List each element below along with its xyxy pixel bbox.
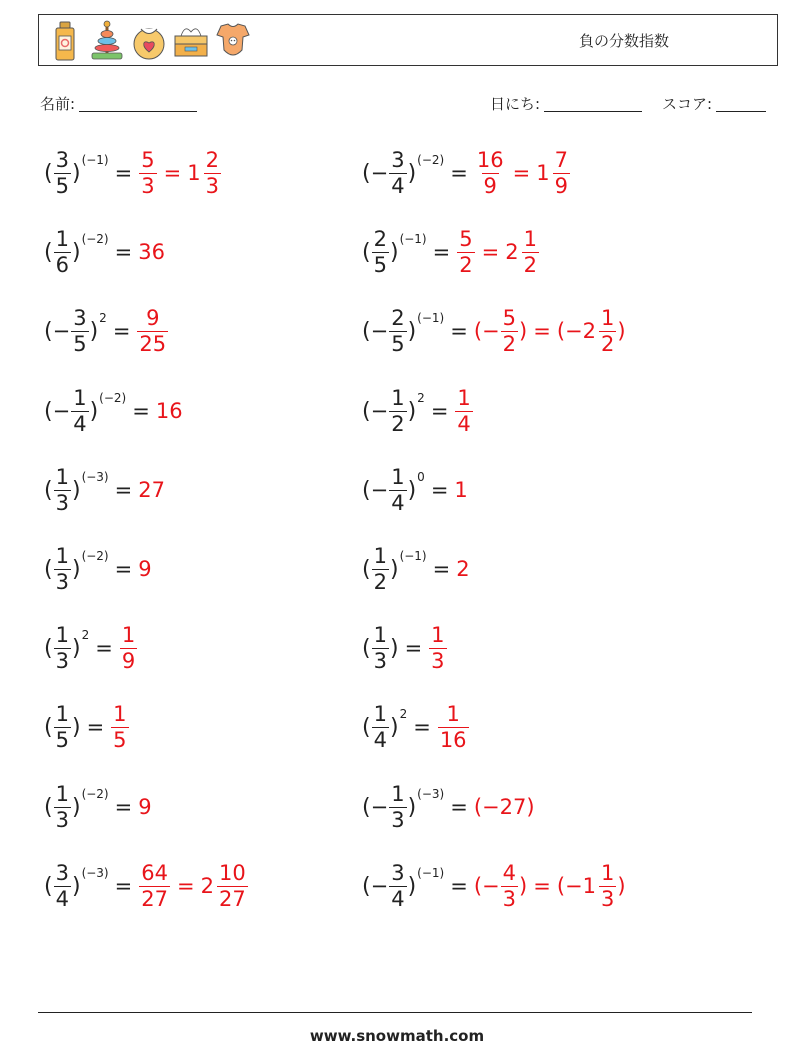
answer-fraction-numerator: 4 [502,860,517,885]
exponent: (−1) [417,866,445,880]
mixed-whole: 1 [536,161,550,185]
minus-sign: − [370,478,389,502]
answer-value: 9 [138,557,152,581]
answer-value: 2 [456,557,470,581]
answer-equals: = [512,161,531,185]
answer [456,557,469,581]
answer-value: (−27) [473,795,535,819]
minus-sign: − [370,161,389,185]
problem-7 [44,381,183,441]
base-fraction [389,147,406,198]
mixed-open-paren: (− [556,874,583,898]
close-paren: ) [407,398,417,424]
answer-fraction [457,226,474,277]
mixed-whole: 2 [200,874,214,898]
base-fraction-denominator: 4 [373,727,387,752]
open-paren: ( [44,635,53,661]
base-fraction [54,781,71,832]
answer-fraction-numerator: 5 [459,226,473,251]
open-paren: ( [44,398,53,424]
base-fraction-numerator: 1 [55,622,69,647]
baby-bib-icon [131,20,167,62]
mixed-whole: 2 [582,319,596,343]
base-fraction-denominator: 3 [55,807,69,832]
mixed-fraction-numerator: 1 [523,226,537,251]
mixed-fraction-denominator: 2 [601,331,615,356]
exponent: (−2) [81,549,109,563]
mixed-whole: 2 [505,240,519,264]
close-paren: ) [71,794,81,820]
problem-3 [44,222,165,282]
base-fraction-numerator: 1 [55,701,69,726]
answer-fraction-denominator: 3 [141,173,155,198]
answer-value: 27 [138,478,165,502]
answer-fraction-denominator: 2 [459,252,473,277]
open-paren: ( [362,794,371,820]
equals-sign: = [450,874,468,898]
base-fraction [54,147,71,198]
exponent: 2 [417,391,425,405]
equals-sign: = [450,161,468,185]
base-fraction [389,305,406,356]
open-paren: ( [362,714,371,740]
base-fraction-denominator: 3 [55,569,69,594]
base-fraction [372,226,389,277]
exponent: (−3) [81,470,109,484]
mixed-fraction-denominator: 27 [218,886,246,911]
base-fraction-numerator: 1 [373,701,387,726]
exponent: 2 [399,707,408,721]
base-fraction [54,860,71,911]
problem-15 [44,697,130,757]
exponent: (−3) [417,787,445,801]
close-paren: ) [407,160,417,186]
footer-site: www.snowmath.com [309,1027,485,1045]
minus-sign: − [52,399,71,423]
answer [119,622,138,673]
equals-sign: = [114,874,133,898]
answer-fraction-numerator: 1 [113,701,127,726]
minus-sign: − [370,874,389,898]
answer-fraction [455,385,472,436]
close-paren: ) [407,477,417,503]
open-paren: ( [362,239,371,265]
base-fraction [389,464,406,515]
base-fraction-denominator: 4 [73,411,87,436]
open-paren: ( [362,635,371,661]
answer-fraction-numerator: 9 [146,305,160,330]
base-fraction-numerator: 1 [391,464,405,489]
problem-16 [362,697,470,757]
exponent: (−2) [417,153,445,167]
open-paren: ( [362,873,371,899]
equals-sign: = [114,161,133,185]
answer-fraction-denominator: 3 [431,648,445,673]
base-fraction [54,543,71,594]
open-paren: ( [44,794,53,820]
base-fraction-denominator: 5 [55,173,69,198]
name-label: 名前: [40,95,76,113]
base-fraction [71,305,88,356]
answer [156,399,183,423]
close-paren: ) [389,714,399,740]
answer-fraction-numerator: 16 [476,147,504,172]
equals-sign: = [86,715,105,739]
equals-sign: = [404,636,423,660]
close-paren: ) [71,635,81,661]
minus-sign: − [370,399,389,423]
open-paren: ( [362,160,371,186]
base-fraction-numerator: 1 [73,385,87,410]
answer [138,860,248,911]
score-blank[interactable] [716,95,766,112]
minus-sign: − [370,319,389,343]
base-fraction-numerator: 3 [391,860,405,885]
answer-equals: = [481,240,500,264]
answer-close-paren: ) [519,319,528,343]
base-fraction [71,385,88,436]
answer-fraction [137,305,168,356]
answer-fraction [139,860,170,911]
open-paren: ( [44,318,53,344]
mixed-fraction-numerator: 2 [205,147,219,172]
problem-12 [362,539,470,599]
answer-fraction-denominator: 25 [139,331,167,356]
base-fraction-numerator: 1 [391,781,405,806]
answer-fraction-denominator: 9 [121,648,136,673]
answer-fraction [438,701,469,752]
base-fraction-numerator: 3 [391,147,405,172]
base-fraction-denominator: 5 [391,331,405,356]
answer-fraction-numerator: 5 [141,147,155,172]
base-fraction [54,701,71,752]
mixed-close-paren: ) [617,319,626,343]
mixed-fraction [553,147,570,198]
answer [437,701,470,752]
exponent: (−2) [81,787,109,801]
mixed-fraction-denominator: 2 [523,252,537,277]
close-paren: ) [389,239,399,265]
answer [138,557,151,581]
answer-fraction [475,147,506,198]
exponent: (−1) [417,311,445,325]
close-paren: ) [71,239,81,265]
open-paren: ( [362,477,371,503]
equals-sign: = [432,557,451,581]
close-paren: ) [407,318,417,344]
problem-18 [362,777,535,837]
mixed-close-paren: ) [617,874,626,898]
worksheet-title: 負の分数指数 [579,32,670,50]
mixed-fraction [599,860,616,911]
close-paren: ) [389,556,399,582]
exponent: (−3) [81,866,109,880]
tissue-box-icon [173,20,209,62]
base-fraction [372,622,389,673]
problem-5 [44,301,169,361]
problem-19 [44,856,249,916]
answer-fraction-numerator: 64 [141,860,168,885]
equals-sign: = [114,478,133,502]
base-fraction-numerator: 1 [55,781,69,806]
close-paren: ) [407,794,417,820]
equals-sign: = [114,557,133,581]
equals-sign: = [430,478,449,502]
base-fraction-numerator: 1 [55,464,69,489]
mixed-fraction [204,147,221,198]
equals-sign: = [95,636,113,660]
answer-fraction-numerator: 1 [121,622,136,647]
open-paren: ( [44,239,53,265]
date-label: 日にち: [490,95,541,113]
mixed-fraction [599,305,616,356]
close-paren: ) [389,635,399,661]
problem-14 [362,618,448,678]
base-fraction-numerator: 2 [373,226,387,251]
exponent: (−1) [399,549,427,563]
answer-value: 36 [138,240,165,264]
answer-fraction [139,147,156,198]
answer [428,622,447,673]
answer [110,701,129,752]
answer-fraction-numerator: 1 [431,622,445,647]
base-fraction-denominator: 3 [55,648,69,673]
answer-fraction-denominator: 3 [502,886,517,911]
mixed-fraction-numerator: 10 [218,860,246,885]
stacking-rings-toy-icon [89,20,125,62]
exponent: (−2) [81,232,109,246]
date-field [490,93,642,114]
base-fraction-denominator: 6 [55,252,69,277]
answer-close-paren: ) [519,874,528,898]
answer-equals: = [533,319,551,343]
problem-13 [44,618,138,678]
equals-sign: = [132,399,150,423]
base-fraction-numerator: 2 [391,305,405,330]
base-fraction [389,385,406,436]
equals-sign: = [114,795,133,819]
problem-20 [362,856,626,916]
problem-1 [44,143,222,203]
answer-fraction-numerator: 1 [446,701,460,726]
exponent: (−1) [81,153,109,167]
problem-2 [362,143,571,203]
base-fraction-denominator: 5 [73,331,87,356]
minus-sign: − [370,795,389,819]
close-paren: ) [407,873,417,899]
base-fraction-denominator: 2 [391,411,405,436]
base-fraction [389,860,406,911]
equals-sign: = [432,240,451,264]
open-paren: ( [44,160,53,186]
base-fraction-denominator: 4 [391,173,405,198]
score-field [662,93,766,114]
problem-11 [44,539,152,599]
answer-equals: = [163,161,182,185]
base-fraction-numerator: 3 [55,147,69,172]
answer-equals: = [533,874,551,898]
answer-equals: = [176,874,195,898]
answer [454,385,473,436]
answer [456,226,540,277]
equals-sign: = [430,399,449,423]
exponent: 2 [99,311,107,325]
answer [474,147,571,198]
answer-fraction [501,860,518,911]
base-fraction [54,464,71,515]
name-field [40,93,197,114]
answer-fraction-denominator: 4 [457,411,471,436]
answer-fraction-denominator: 9 [483,173,497,198]
close-paren: ) [71,160,81,186]
base-fraction-numerator: 3 [55,860,69,885]
lotion-bottle-icon [47,20,83,62]
base-fraction-numerator: 1 [373,622,387,647]
answer-open-paren: (− [473,874,500,898]
answer [138,147,222,198]
equals-sign: = [112,319,131,343]
answer-value: 9 [138,795,152,819]
exponent: 0 [417,470,425,484]
base-fraction-denominator: 3 [373,648,387,673]
equals-sign: = [413,715,431,739]
open-paren: ( [362,398,371,424]
footer-divider [38,1012,752,1013]
base-fraction-denominator: 3 [391,807,405,832]
base-fraction-denominator: 4 [55,886,69,911]
problem-4 [362,222,540,282]
base-fraction [389,781,406,832]
answer [138,795,151,819]
base-fraction [372,543,389,594]
answer-fraction [429,622,446,673]
close-paren: ) [89,318,99,344]
answer [138,240,165,264]
answer-fraction-denominator: 5 [113,727,127,752]
mixed-fraction [522,226,539,277]
base-fraction-numerator: 3 [73,305,87,330]
open-paren: ( [362,556,371,582]
base-fraction [372,701,389,752]
answer-value: 16 [155,399,183,423]
close-paren: ) [71,556,81,582]
base-fraction-numerator: 1 [391,385,405,410]
equals-sign: = [450,795,468,819]
mixed-open-paren: (− [556,319,583,343]
answer [136,305,169,356]
base-fraction [54,226,71,277]
open-paren: ( [44,714,53,740]
problem-8 [362,381,474,441]
base-fraction-numerator: 1 [55,543,69,568]
minus-sign: − [52,319,71,343]
mixed-fraction-numerator: 1 [601,860,615,885]
answer-fraction [111,701,128,752]
mixed-whole: 1 [187,161,201,185]
answer-fraction-numerator: 5 [502,305,517,330]
base-fraction-denominator: 5 [373,252,387,277]
answer-fraction [501,305,518,356]
answer [473,305,626,356]
base-fraction-denominator: 5 [55,727,69,752]
base-fraction-denominator: 4 [391,886,405,911]
mixed-whole: 1 [582,874,596,898]
mixed-fraction-denominator: 9 [554,173,568,198]
mixed-fraction-denominator: 3 [205,173,219,198]
exponent: (−2) [99,391,127,405]
close-paren: ) [71,873,81,899]
score-label: スコア: [662,95,713,113]
answer-fraction [120,622,137,673]
equals-sign: = [450,319,468,343]
close-paren: ) [71,477,81,503]
open-paren: ( [44,873,53,899]
problem-10 [362,460,468,520]
header-box [38,14,778,66]
base-fraction-denominator: 3 [55,490,69,515]
name-blank[interactable] [79,95,197,112]
problem-9 [44,460,165,520]
mixed-fraction-numerator: 7 [554,147,568,172]
open-paren: ( [44,556,53,582]
base-fraction-numerator: 1 [373,543,387,568]
icon-strip [47,20,251,62]
close-paren: ) [71,714,81,740]
open-paren: ( [362,318,371,344]
base-fraction-denominator: 2 [373,569,387,594]
mixed-fraction-numerator: 1 [601,305,615,330]
date-blank[interactable] [544,95,642,112]
answer [473,860,626,911]
problem-6 [362,301,626,361]
mixed-fraction-denominator: 3 [601,886,615,911]
baby-onesie-icon [215,20,251,62]
problem-17 [44,777,152,837]
exponent: 2 [81,628,90,642]
equals-sign: = [114,240,133,264]
answer-fraction-numerator: 1 [457,385,471,410]
answer-value: 1 [454,478,468,502]
base-fraction-numerator: 1 [55,226,69,251]
answer-fraction-denominator: 2 [502,331,517,356]
answer-fraction-denominator: 27 [141,886,168,911]
answer-open-paren: (− [473,319,500,343]
answer [474,795,535,819]
exponent: (−1) [399,232,427,246]
open-paren: ( [44,477,53,503]
answer [454,478,467,502]
base-fraction-denominator: 4 [391,490,405,515]
answer [138,478,165,502]
base-fraction [54,622,71,673]
close-paren: ) [89,398,99,424]
mixed-fraction [217,860,248,911]
answer-fraction-denominator: 16 [439,727,467,752]
